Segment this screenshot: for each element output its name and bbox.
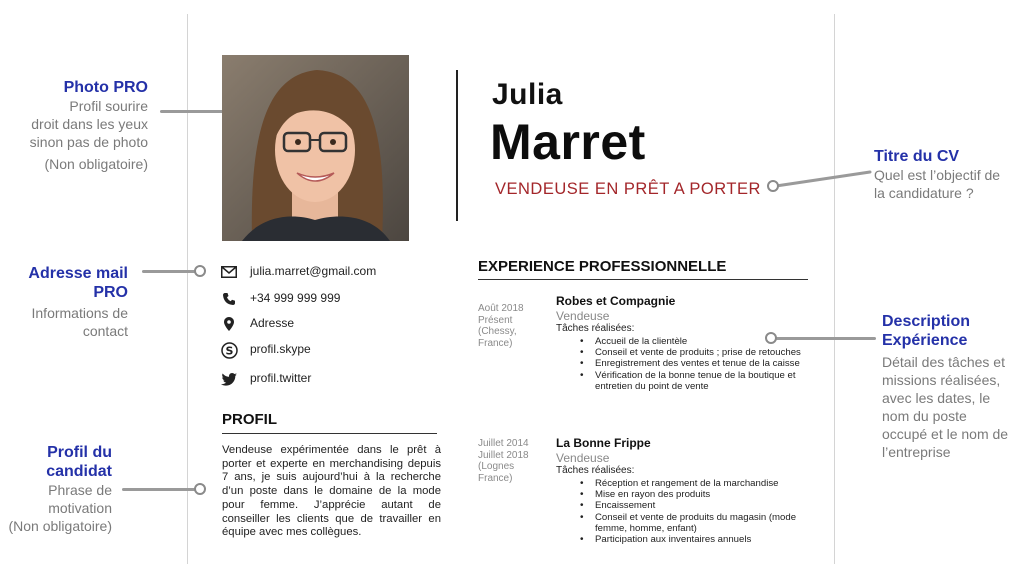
annotation-experience-title: Expérience [882, 332, 968, 349]
phone-icon [220, 290, 238, 308]
annotation-profil-dot [194, 483, 206, 495]
annotation-experience-line: Détail des tâches et [882, 354, 1005, 370]
contact-email-text: julia.marret@gmail.com [250, 264, 377, 278]
contact-phone-row [220, 290, 341, 308]
annotation-titre-dot [767, 180, 779, 192]
experience-date-line: France) [478, 337, 513, 349]
twitter-icon [220, 370, 238, 388]
profile-photo [222, 55, 409, 241]
annotation-profil-line: (Non obligatoire) [8, 518, 112, 534]
annotation-experience-title: Description [882, 313, 971, 330]
profil-heading: PROFIL [222, 411, 277, 428]
experience-1-tasks-label: Tâches réalisées: [556, 323, 635, 334]
contact-skype-text: profil.skype [250, 342, 311, 356]
annotation-photo-line: droit dans les yeux [31, 116, 148, 132]
experience-date-line: France) [478, 472, 513, 484]
task-item: • Conseil et vente de produits ; prise de retouches [595, 347, 810, 358]
annotation-profil-title: candidat [46, 463, 112, 480]
task-item: • Mise en rayon des produits [595, 489, 810, 500]
annotation-experience-line: occupé et le nom de [882, 426, 1009, 442]
annotation-titre-line: Quel est l’objectif de [874, 167, 1001, 183]
annotation-experience-line: nom du poste [882, 408, 967, 424]
annotation-profil-title: Profil du [47, 444, 112, 461]
annotation-email-title: Adresse mail [28, 265, 128, 282]
contact-phone-text: +34 999 999 999 [250, 291, 341, 305]
experience-date-line: Août 2018 [478, 303, 524, 314]
experience-2-dates [478, 438, 529, 484]
experience-2-role: Vendeuse [556, 451, 610, 465]
annotation-experience-line: l’entreprise [882, 444, 951, 460]
location-pin-icon [220, 315, 238, 333]
profil-text: Vendeuse expérimentée dans le prêt à porter et experte en merchandising depuis 7 ans, je suis aujourd’hui à la recherche d’un poste dans le domaine de la mode pour femme. J’apprécie autant de conseiller les clients que de travailler en équipe avec mes collègues. [222, 444, 441, 539]
experience-heading: EXPERIENCE PROFESSIONNELLE [478, 258, 727, 275]
annotation-email-line: Informations de [31, 305, 128, 321]
annotation-titre [874, 147, 1024, 202]
task-item: • Encaissement [595, 500, 810, 511]
task-item: • Accueil de la clientèle [595, 336, 810, 347]
annotation-email-dot [194, 265, 206, 277]
experience-2-company: La Bonne Frippe [556, 436, 651, 450]
cv-last-name: Marret [490, 114, 646, 170]
task-item: • Réception et rangement de la marchandise [595, 478, 810, 489]
annotation-photo-line: (Non obligatoire) [44, 156, 148, 172]
experience-date-line: Présent [478, 314, 513, 326]
annotation-photo-title: Photo PRO [63, 79, 148, 96]
experience-rule [478, 279, 808, 280]
annotation-email-connector [142, 270, 198, 273]
annotation-profil [0, 443, 112, 535]
cv-job-title: VENDEUSE EN PRÊT A PORTER [495, 180, 761, 198]
contact-address-row [220, 315, 295, 333]
experience-1-role: Vendeuse [556, 309, 610, 323]
annotation-titre-line: la candidature ? [874, 185, 974, 201]
annotation-email-title: PRO [93, 284, 128, 301]
name-divider [456, 70, 458, 221]
skype-icon [220, 341, 238, 359]
contact-email-row [220, 263, 377, 281]
annotation-experience-line: avec les dates, le [882, 390, 991, 406]
experience-date-line: (Lognes [478, 461, 515, 472]
right-page-border [834, 14, 835, 564]
experience-2-task-list [595, 478, 810, 545]
annotation-profil-line: motivation [48, 500, 112, 516]
left-page-border [187, 14, 188, 564]
mail-icon [220, 263, 238, 281]
annotation-photo-line: Profil sourire [69, 98, 148, 114]
contact-address-text: Adresse [250, 316, 295, 330]
cv-first-name: Julia [492, 78, 563, 111]
task-item: • Vérification de la bonne tenue de la boutique et entretien du point de vente [595, 370, 810, 392]
annotation-photo [0, 78, 148, 173]
contact-twitter-text: profil.twitter [250, 371, 312, 385]
annotation-titre-title: Titre du CV [874, 148, 960, 165]
annotation-photo-connector [160, 110, 228, 113]
task-item: • Conseil et vente de produits du magasin (mode femme, homme, enfant) [595, 512, 810, 534]
profil-rule [222, 433, 437, 434]
annotation-experience-line: missions réalisées, [882, 372, 1001, 388]
annotation-experience [882, 312, 1022, 461]
experience-1-dates [478, 303, 524, 349]
annotation-photo-line: sinon pas de photo [29, 134, 148, 150]
annotation-profil-connector [122, 488, 198, 491]
contact-skype-row [220, 341, 311, 359]
experience-date-line: Juillet 2014 [478, 438, 529, 449]
task-item: • Participation aux inventaires annuels [595, 534, 810, 545]
experience-2-tasks-label: Tâches réalisées: [556, 465, 635, 476]
experience-1-task-list [595, 336, 810, 392]
experience-date-line: (Chessy, [478, 326, 517, 337]
task-item: • Enregistrement des ventes et tenue de la caisse [595, 358, 810, 369]
annotation-profil-line: Phrase de [48, 482, 112, 498]
contact-twitter-row [220, 370, 312, 388]
annotation-email [0, 264, 128, 340]
svg-text:S: S [225, 344, 233, 357]
annotation-email-line: contact [82, 323, 128, 339]
annotation-titre-connector [764, 168, 874, 196]
experience-1-company: Robes et Compagnie [556, 294, 676, 308]
experience-date-line: Juillet 2018 [478, 449, 529, 461]
